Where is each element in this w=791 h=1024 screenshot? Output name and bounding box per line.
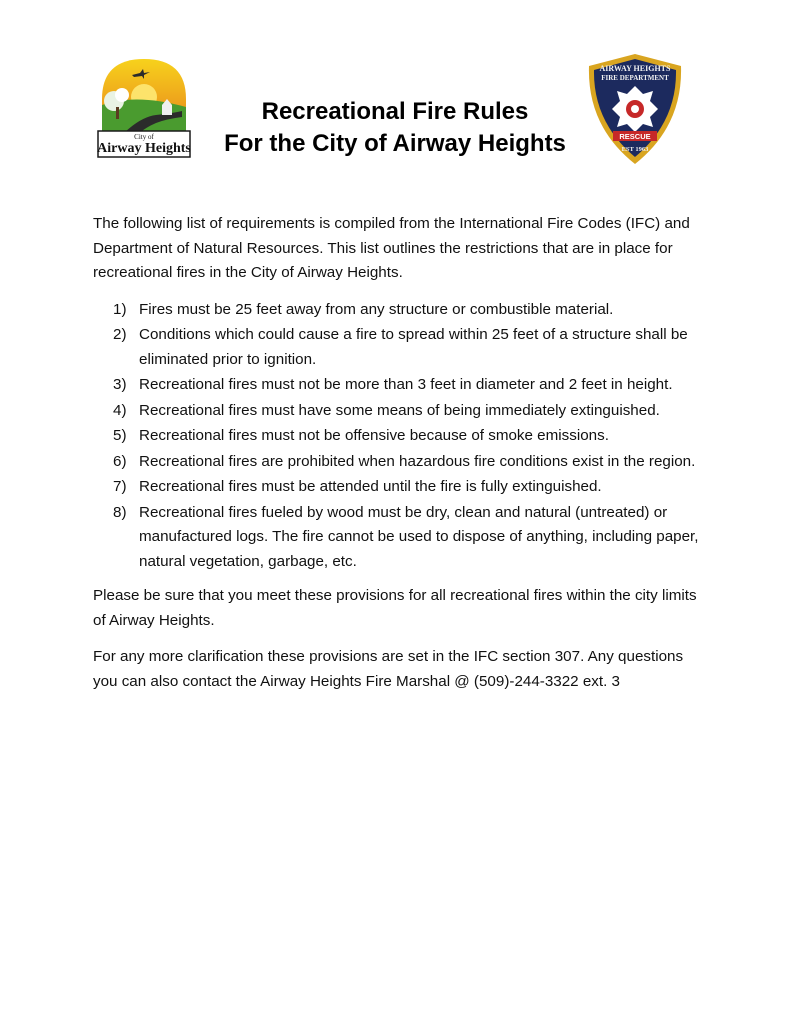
list-item-number: 7) (113, 478, 127, 495)
list-item-number: 2) (113, 326, 127, 343)
list-item-text: Recreational fires must not be more than 3 feet in diameter and 2 feet in height. (139, 376, 673, 393)
maltese-cross-icon (612, 86, 658, 132)
city-logo (96, 55, 192, 159)
list-item (93, 475, 703, 500)
list-item-text: Recreational fires are prohibited when hazardous fire conditions exist in the region. (139, 452, 696, 470)
title-line-1: Recreational Fire Rules (261, 98, 529, 125)
list-item-text: Conditions which could cause a fire to spread within 25 feet of a structure shall be eliminated prior to ignition. (139, 326, 688, 368)
svg-text:RESCUE: RESCUE (619, 132, 651, 141)
svg-text:EST 1963: EST 1963 (621, 146, 649, 153)
list-item-text: Recreational fires fueled by wood must be dry, clean and natural (untreated) or manufactured logs. The fire cannot be used to dispose of anything, including paper, natural vegetation, garbage, etc. (139, 503, 699, 570)
svg-text:City of: City of (134, 133, 154, 141)
closing-paragraph-2: For any more clarification these provisions are set in the IFC section 307. Any questions you can also contact the Airway Heights Fire Marshal @ (509)-244-3322 ext. 3 (93, 648, 684, 690)
list-item-number: 5) (113, 427, 127, 444)
title-line-2: For the City of Airway Heights (224, 130, 566, 157)
page-title (180, 96, 610, 160)
svg-text:AIRWAY HEIGHTS: AIRWAY HEIGHTS (599, 64, 671, 73)
list-item (93, 501, 703, 575)
document-body (93, 212, 703, 706)
list-item-number: 8) (113, 503, 127, 521)
list-item-text: Recreational fires must be attended until the fire is fully extinguished. (139, 478, 602, 495)
closing-paragraph-1: Please be sure that you meet these provisions for all recreational fires within the city limits of Airway Heights. (93, 587, 697, 629)
list-item-number: 4) (113, 401, 127, 419)
svg-text:FIRE DEPARTMENT: FIRE DEPARTMENT (601, 74, 669, 82)
list-item (93, 399, 703, 424)
list-item (93, 373, 703, 398)
intro-paragraph: The following list of requirements is compiled from the International Fire Codes (IFC) and Department of Natural Resources. This list outlines the restrictions that are in place for recreational fires in the City of Airway Heights. (93, 215, 690, 281)
list-item (93, 424, 703, 449)
list-item (93, 323, 703, 372)
list-item-number: 6) (113, 452, 127, 470)
list-item-number: 1) (113, 300, 127, 318)
svg-text:Airway Heights: Airway Heights (97, 141, 191, 156)
list-item (93, 450, 703, 475)
list-item-text: Recreational fires must not be offensive because of smoke emissions. (139, 427, 609, 444)
list-item-number: 3) (113, 376, 127, 393)
rules-list (93, 298, 703, 575)
list-item-text: Fires must be 25 feet away from any structure or combustible material. (139, 300, 614, 318)
list-item-text: Recreational fires must have some means of being immediately extinguished. (139, 401, 660, 419)
list-item (93, 298, 703, 323)
